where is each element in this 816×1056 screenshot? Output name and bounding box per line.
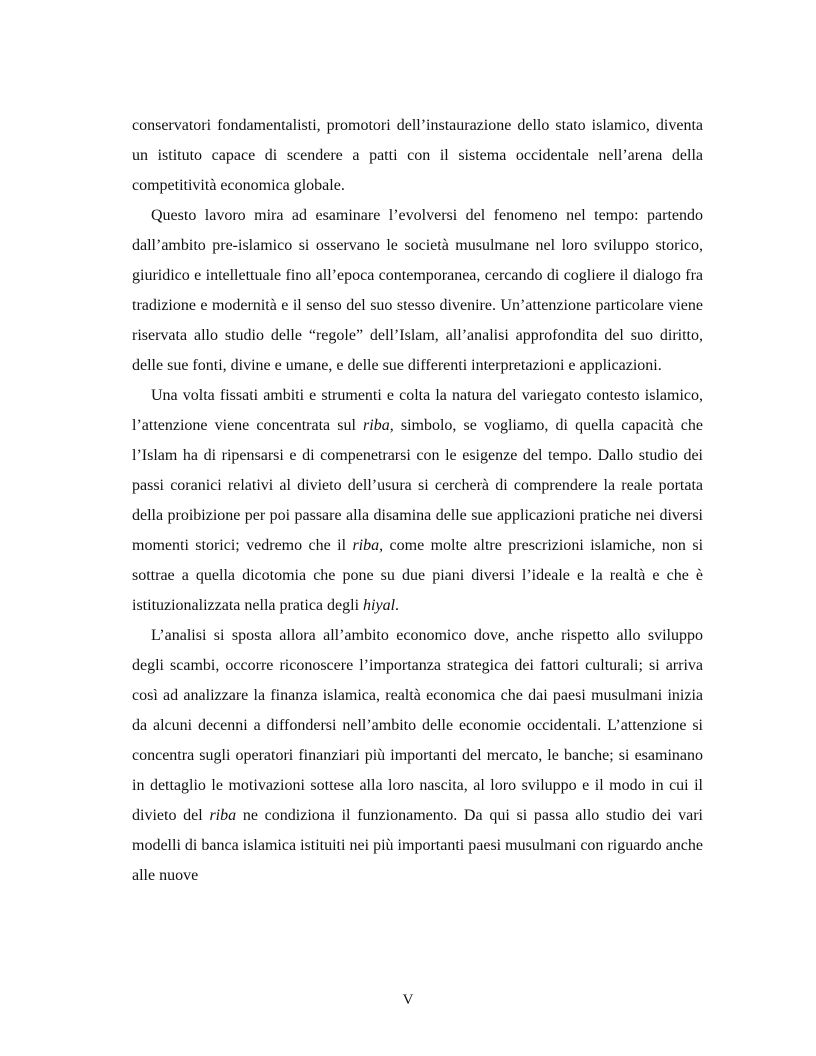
text-segment: Una volta fissati ambiti e strumenti e colta la natura del variegato contesto islamico, l’attenzione viene concentrata sul — [132, 387, 703, 434]
paragraph-2 — [132, 201, 703, 381]
body-text — [132, 111, 703, 891]
paragraph-3 — [132, 381, 703, 621]
paragraph-1 — [132, 111, 703, 201]
paragraph-4 — [132, 621, 703, 891]
text-segment: L’analisi si sposta allora all’ambito economico dove, anche rispetto allo sviluppo degli scambi, occorre riconoscere l’importanza strategica dei fattori culturali; si arriva così ad analizzare la finanza islamica, realtà economica che dai paesi musulmani inizia da alcuni decenni a diffondersi nell’ambito delle economie occidentali. L’attenzione si concentra sugli operatori finanziari più importanti del mercato, le banche; si esaminano in dettaglio le motivazioni sottese alla loro nascita, al loro sviluppo e il modo in cui il divieto del — [132, 627, 703, 824]
italic-term-hiyal: hiyal — [363, 597, 396, 614]
page-number: V — [402, 992, 414, 1008]
text-segment: . — [395, 597, 400, 614]
italic-term-riba: riba — [209, 807, 237, 824]
text-segment: , simbolo, se vogliamo, di quella capacità che l’Islam ha di ripensarsi e di compenetrarsi con le esigenze del tempo. Dallo studio dei passi coranici relativi al divieto dell’usura si cercherà di comprendere la reale portata della proibizione per poi passare alla disamina delle sue applicazioni pratiche nei diversi momenti storici; vedremo che il — [132, 417, 704, 554]
text-segment: , come molte altre prescrizioni islamiche, non si sottrae a quella dicotomia che pone su due piani diversi l’ideale e la realtà e che è istituzionalizzata nella pratica degli — [132, 537, 704, 614]
text-segment: conservatori fondamentalisti, promotori dell’instaurazione dello stato islamico, diventa un istituto capace di scendere a patti con il sistema occidentale nell’arena della competitività economica globale. — [132, 117, 703, 194]
text-segment: ne condiziona il funzionamento. Da qui si passa allo studio dei vari modelli di banca islamica istituiti nei più importanti paesi musulmani con riguardo anche alle nuove — [132, 807, 704, 884]
italic-term-riba: riba — [352, 537, 380, 554]
italic-term-riba: riba — [363, 417, 390, 434]
text-segment: Questo lavoro mira ad esaminare l’evolversi del fenomeno nel tempo: partendo dall’ambito pre-islamico si osservano le società musulmane nel loro sviluppo storico, giuridico e intellettuale fino all’epoca contemporanea, cercando di cogliere il dialogo fra tradizione e modernità e il senso del suo stesso divenire. Un’attenzione particolare viene riservata allo studio delle “regole” dell’Islam, all’analisi approfondita del suo diritto, delle sue fonti, divine e umane, e delle sue differenti interpretazioni e applicazioni. — [132, 207, 703, 374]
